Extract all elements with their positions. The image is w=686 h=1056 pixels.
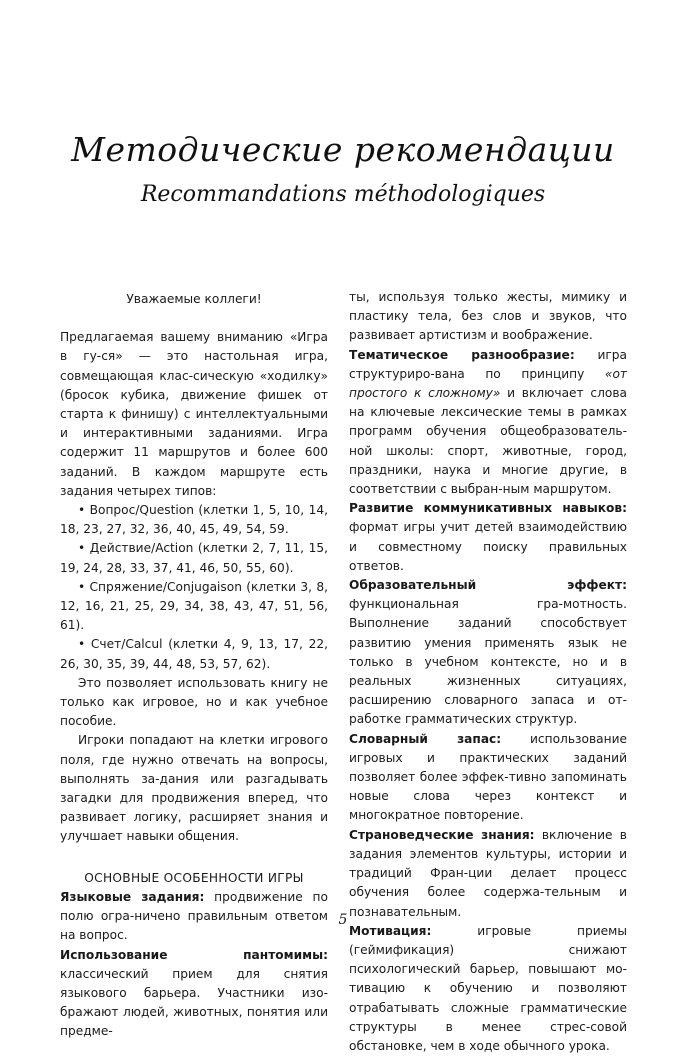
left-column [60, 290, 328, 1042]
paragraph: Игроки попадают на клетки игрового поля, где нужно отвечать на вопросы, выполнять за-дания или разгадывать загадки для продвижения вперед, что развивает логику, расширяет знания и улучшает навыки общения. [60, 733, 328, 844]
feature-text: использование игровых и практических заданий позволяет более эффек-тивно запоминать новые слова через контекст и многократное повторение. [349, 731, 627, 823]
feature-text: включение в задания элементов культуры, истории и традиций Фран-ции делает процесс обучения более содержа-тельным и познавательным. [349, 827, 627, 919]
feature-item [349, 499, 627, 576]
feature-text: классический прием для снятия языкового барьера. Участники изо-бражают людей, животных, понятия или предме- [60, 966, 328, 1039]
intro-paragraph: Предлагаемая вашему вниманию «Игра в гу-ся» — это настольная игра, совмещающая клас-сическую «ходилку» (бросок кубика, движение фишек от старта к финишу) с интеллектуальными и интерактивными заданиями. Игра содержит 11 маршрутов и более 600 заданий. В каждом маршруте есть задания четырех типов: [60, 330, 328, 498]
page-title: Методические рекомендации [71, 130, 615, 169]
feature-term: Языковые задания: [60, 889, 205, 904]
feature-term: Тематическое разнообразие: [349, 347, 575, 362]
paragraph: Это позволяет использовать книгу не только как игровое, но и как учебное пособие. [60, 675, 328, 729]
feature-text: функциональная гра-мотность. Выполнение заданий способствует развитию умения применять язык не только в учебном контексте, но и в реальных жизненных ситуациях, расширению словарного запаса и от-работке грамматических структур. [349, 597, 627, 727]
feature-text: продвижение по полю огра-ничено правильным ответом на вопрос. [60, 889, 328, 943]
type-item: • Вопрос/Question (клетки 1, 5, 10, 14, 18, 23, 27, 32, 36, 40, 45, 49, 54, 59. [60, 503, 328, 537]
type-item: • Спряжение/Conjugaison (клетки 3, 8, 12, 16, 21, 25, 29, 34, 38, 43, 47, 51, 56, 61). [60, 579, 328, 633]
feature-item [349, 826, 627, 922]
feature-term: Использование пантомимы: [60, 947, 328, 962]
feature-item [349, 922, 627, 1056]
feature-term: Словарный запас: [349, 731, 502, 746]
feature-text: и включает слова на ключевые лексические темы в рамках программ обучения общеобразователь-ной школы: спорт, животные, город, праздники, наука и многие другие, в соответствии с выбран-ным маршрутом. [349, 386, 627, 497]
feature-text: формат игры учит детей взаимодействию и совместному поиску правильных ответов. [349, 520, 627, 573]
feature-item [349, 346, 627, 500]
greeting: Уважаемые коллеги! [126, 292, 262, 306]
feature-term: Мотивация: [349, 923, 432, 938]
feature-term: Развитие коммуникативных навыков: [349, 501, 627, 516]
feature-italic: «от простого к сложному» [349, 366, 627, 401]
type-item: • Действие/Action (клетки 2, 7, 11, 15, 19, 24, 28, 33, 37, 41, 46, 50, 55, 60). [60, 541, 328, 575]
feature-term: Образовательный эффект: [349, 578, 627, 593]
feature-item [349, 730, 627, 826]
feature-item [349, 576, 627, 730]
right-column [349, 288, 627, 1056]
feature-item [60, 946, 328, 1042]
continuation-paragraph: ты, используя только жесты, мимику и пластику тела, без слов и звуков, что развивает артистизм и воображение. [349, 290, 627, 343]
feature-text: игра структуриро-вана по принципу [349, 347, 628, 381]
feature-term: Страноведческие знания: [349, 827, 535, 842]
type-item: • Счет/Calcul (клетки 4, 9, 13, 17, 22, 26, 30, 35, 39, 44, 48, 53, 57, 62). [60, 637, 328, 671]
page-subtitle: Recommandations méthodologiques [140, 182, 546, 207]
section-heading: ОСНОВНЫЕ ОСОБЕННОСТИ ИГРЫ [84, 870, 304, 885]
feature-text: игровые приемы (геймификация) снижают психологический барьер, повышают мо-тивацию к обучению и позволяют отрабатывать сложные грамматические структуры в менее стрес-совой обстановке, чем в ходе обычного урока. [349, 923, 627, 1053]
page-number: 5 [338, 912, 348, 928]
